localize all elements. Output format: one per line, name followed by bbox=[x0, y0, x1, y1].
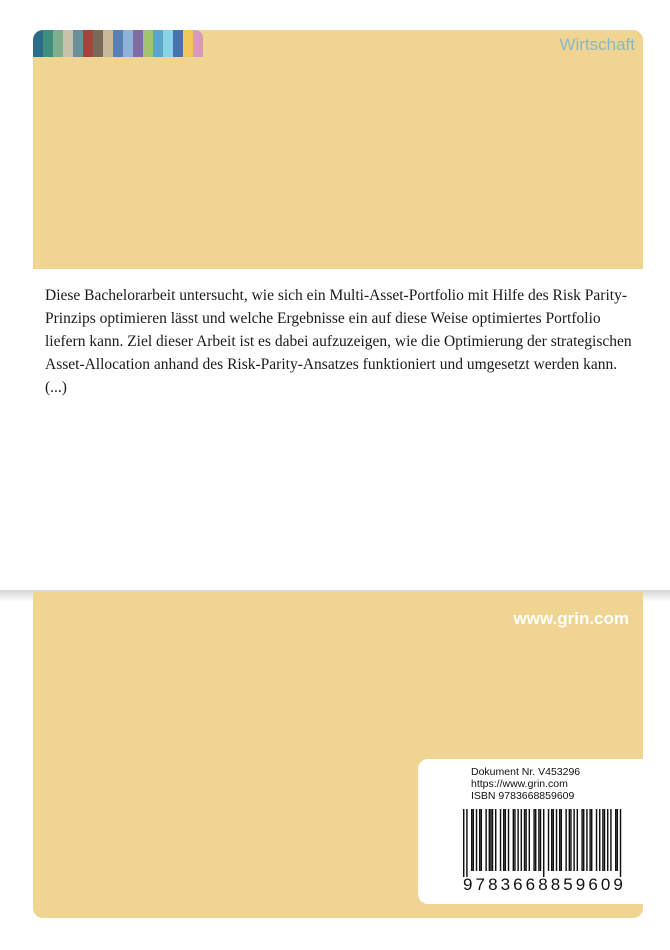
barcode-bar bbox=[505, 809, 506, 871]
barcode-bar bbox=[596, 809, 597, 871]
color-stripe bbox=[183, 30, 193, 57]
document-number: Dokument Nr. V453296 bbox=[471, 766, 581, 778]
barcode-bar bbox=[577, 809, 578, 871]
barcode-digit: 8 bbox=[550, 875, 561, 894]
barcode-bar bbox=[591, 809, 592, 871]
barcode-bar bbox=[573, 809, 574, 871]
barcode-digit: 3 bbox=[500, 875, 511, 894]
barcode-bar bbox=[481, 809, 482, 871]
barcode-bar bbox=[495, 809, 496, 871]
barcode-bar bbox=[479, 809, 480, 871]
barcode-bar bbox=[535, 809, 536, 871]
barcode-bar bbox=[553, 809, 554, 871]
barcode-bar bbox=[620, 809, 621, 877]
color-stripe bbox=[163, 30, 173, 57]
color-stripe bbox=[83, 30, 93, 57]
barcode-digit: 6 bbox=[513, 875, 523, 894]
color-stripe bbox=[43, 30, 53, 57]
barcode-digit: 0 bbox=[600, 875, 611, 894]
barcode-digit: 5 bbox=[563, 875, 573, 894]
barcode-bar bbox=[610, 809, 611, 871]
barcode-bar bbox=[485, 809, 486, 871]
barcode-bar bbox=[551, 809, 552, 871]
barcode-bar bbox=[604, 809, 605, 871]
cover-top-panel bbox=[33, 30, 643, 269]
barcode-bar bbox=[617, 809, 618, 871]
cover-bottom-panel bbox=[33, 592, 643, 918]
barcode-bar bbox=[559, 809, 560, 871]
barcode-bar bbox=[538, 809, 539, 871]
barcode-bar bbox=[543, 809, 544, 877]
barcode-bar bbox=[556, 809, 557, 871]
barcode-bar bbox=[490, 809, 491, 871]
barcode-bar bbox=[524, 809, 525, 871]
barcode-bar bbox=[473, 809, 474, 871]
barcode-digit: 6 bbox=[525, 875, 536, 894]
barcode-bar bbox=[599, 809, 600, 871]
color-stripe bbox=[173, 30, 183, 57]
color-stripe bbox=[73, 30, 83, 57]
category-label: Wirtschaft bbox=[559, 35, 635, 54]
barcode-bar bbox=[533, 809, 534, 871]
barcode-bar bbox=[540, 809, 541, 871]
color-stripe bbox=[103, 30, 113, 57]
barcode-bar bbox=[476, 809, 477, 871]
color-stripe bbox=[93, 30, 103, 57]
isbn-barcode bbox=[463, 809, 623, 877]
barcode-digit: 9 bbox=[575, 875, 586, 894]
barcode-bar bbox=[463, 809, 464, 877]
barcode-bar bbox=[513, 809, 514, 871]
barcode-digit: 8 bbox=[488, 875, 498, 894]
barcode-bar bbox=[589, 809, 590, 871]
color-stripes bbox=[33, 30, 203, 57]
barcode-bar bbox=[565, 809, 566, 871]
barcode-bar bbox=[586, 809, 587, 871]
color-stripe bbox=[193, 30, 203, 57]
barcode-box bbox=[418, 759, 643, 904]
barcode-bar bbox=[514, 809, 515, 871]
barcode-bar bbox=[517, 809, 518, 871]
barcode-bar bbox=[503, 809, 504, 871]
color-stripe bbox=[53, 30, 63, 57]
barcode-bar bbox=[581, 809, 582, 871]
color-stripe bbox=[63, 30, 73, 57]
abstract-text: Diese Bachelorarbeit untersucht, wie sich ein Multi-Asset-Portfolio mit Hilfe des Risk Parity-Prinzips optimieren lässt und welche Ergebnisse ein auf diese Weise optimiertes Portfolio liefern kann. Ziel dieser Arbeit ist es dabei aufzuzeigen, wie die Optimierung der strategischen Asset-Allocation anhand des Risk-Parity-Ansatzes funktioniert und umgesetzt werden kann. (...) bbox=[45, 287, 632, 396]
color-stripe bbox=[143, 30, 153, 57]
color-stripe bbox=[133, 30, 143, 57]
barcode-digit: 6 bbox=[588, 875, 598, 894]
barcode-digit: 8 bbox=[538, 875, 548, 894]
barcode-bar bbox=[521, 809, 522, 871]
barcode-digit: 9 bbox=[463, 875, 473, 894]
barcode-bar bbox=[570, 809, 571, 871]
barcode-bar bbox=[529, 809, 530, 871]
barcode-bar bbox=[615, 809, 616, 871]
barcode-bar bbox=[508, 809, 509, 871]
barcode-bar bbox=[602, 809, 603, 871]
color-stripe bbox=[153, 30, 163, 57]
barcode-bar bbox=[500, 809, 501, 871]
barcode-bar bbox=[548, 809, 549, 871]
isbn-label: ISBN 9783668859609 bbox=[471, 790, 575, 802]
barcode-bar bbox=[583, 809, 584, 871]
document-url: https://www.grin.com bbox=[471, 778, 568, 790]
color-stripe bbox=[33, 30, 43, 57]
barcode-bar bbox=[471, 809, 472, 871]
barcode-bar bbox=[561, 809, 562, 871]
barcode-bar bbox=[525, 809, 526, 871]
barcode-digit: 9 bbox=[613, 875, 623, 894]
publisher-website[interactable]: www.grin.com bbox=[513, 609, 629, 628]
barcode-bar bbox=[569, 809, 570, 871]
barcode-digit: 7 bbox=[475, 875, 485, 894]
barcode-bar bbox=[607, 809, 608, 871]
color-stripe bbox=[123, 30, 133, 57]
barcode-bar bbox=[492, 809, 493, 871]
barcode-bar bbox=[466, 809, 467, 877]
color-stripe bbox=[113, 30, 123, 57]
barcode-bar bbox=[489, 809, 490, 871]
barcode-digits bbox=[463, 875, 623, 895]
